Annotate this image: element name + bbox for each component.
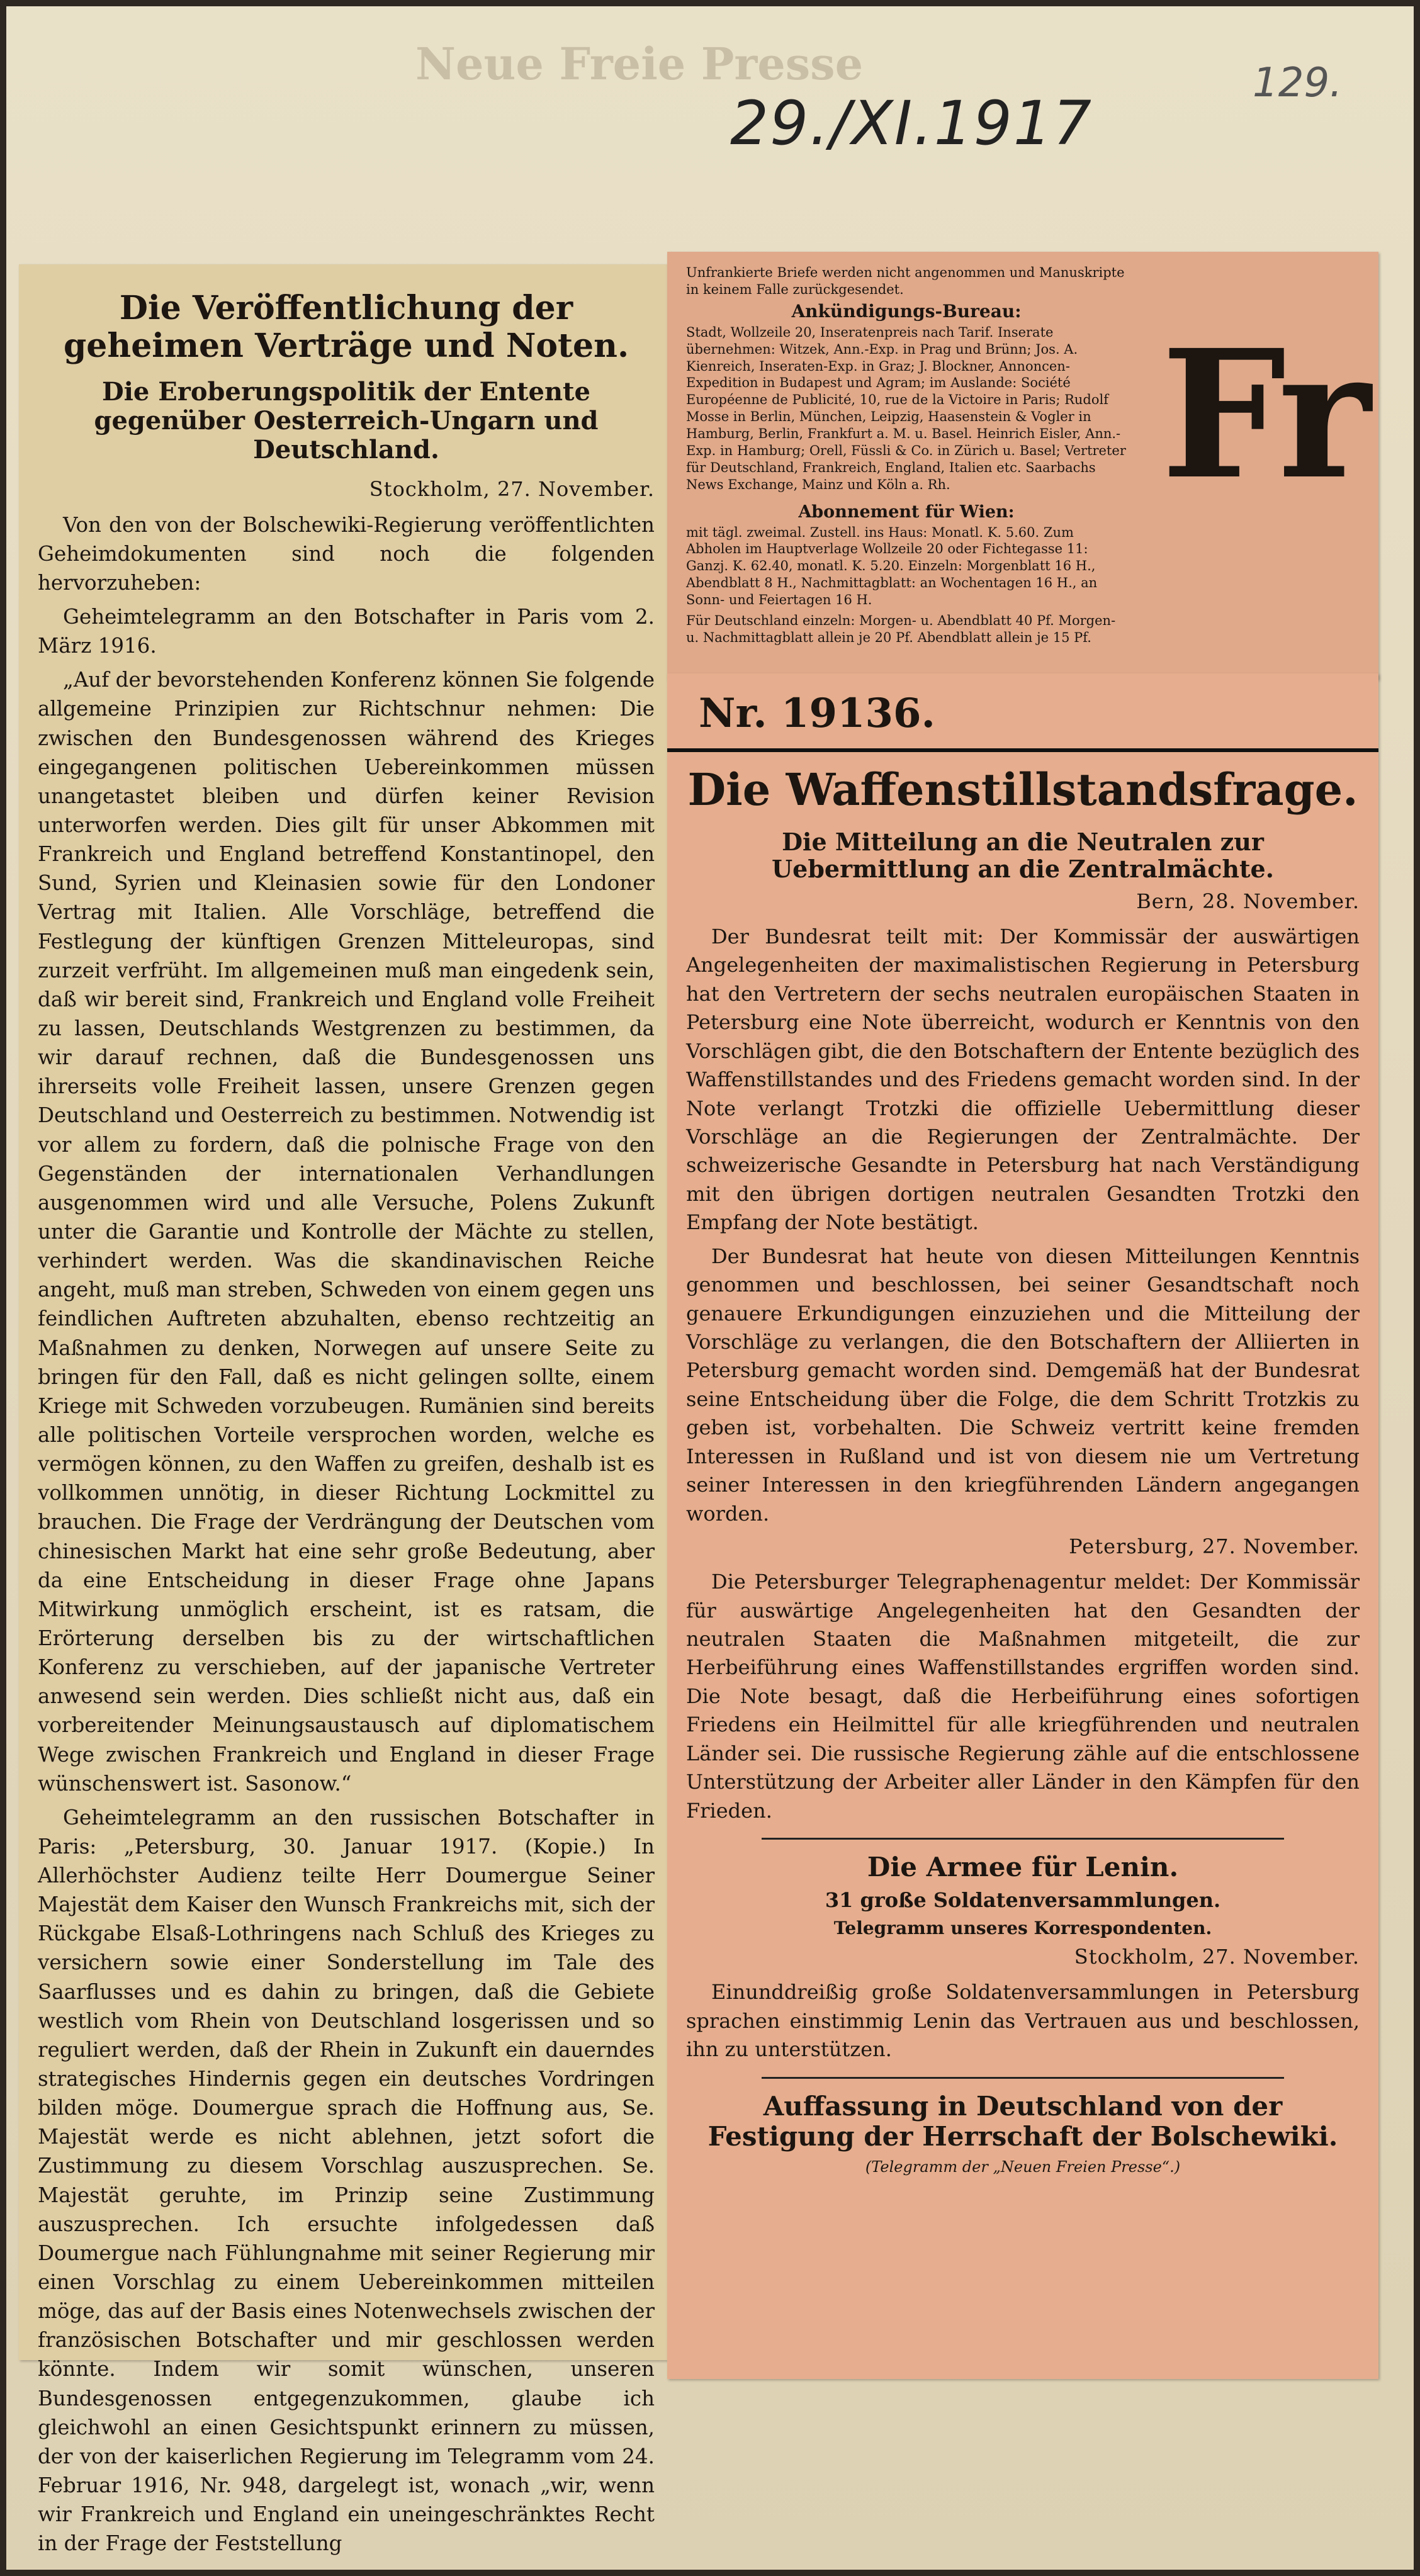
faded-masthead-stamp: Neue Freie Presse (415, 38, 864, 90)
handwritten-page-number: 129. (1253, 60, 1343, 106)
left-article-subtitle: Die Eroberungspolitik der Entente gegenüber Oesterreich-Ungarn und Deutschland. (94, 376, 599, 464)
right-dateline-petersburg: Petersburg, 27. November. (1069, 1534, 1360, 1559)
newspaper-logo-fragment: Fr (1161, 312, 1366, 519)
masthead-rule (667, 748, 1378, 752)
right-article-title: Die Waffenstillstandsfrage. (687, 763, 1358, 816)
bureau-text: Stadt, Wollzeile 20, Inseratenpreis nach Tarif. Inserate übernehmen: Witzek, Ann.-Exp. in Prag und Brünn; Jos. A. Kienreich, Inseraten-Exp. in Graz; J. Blockner, Annoncen-Expedition in Budapest und Agram; im Auslande: Société Européenne de Publicité, 10, rue de la Victoire in Paris; Rudolf Mosse in Berlin, München, Leipzig, Haasenstein & Vogler in Hamburg, Berlin, Frankfurt a. M. u. Basel. Heinrich Eisler, Ann.-Exp. in Hamburg; Orell, Füssli & Co. in Zürich u. Basel; Vertreter für Deutschland, Frankreich, England, Italien etc. Saarbachs News Exchange, Mainz und Köln a. Rh. (686, 324, 1126, 492)
subscription-title: Abonnement für Wien: (798, 502, 1015, 522)
masthead-intro: Unfrankierte Briefe werden nicht angenommen und Manuskripte in keinem Falle zurückgesendet. (686, 265, 1125, 297)
left-paragraph: „Auf der bevorstehenden Konferenz können Sie folgende allgemeine Prinzipien zur Richtschnur nehmen: Die zwischen den Bundesgenossen während des Krieges eingegangenen politischen Uebereinkommen müssen unangetastet bleiben und dürfen keiner Revision unterworfen werden. Dies gilt für unser Abkommen mit Frankreich und England betreffend Konstantinopel, den Sund, Syrien und Kleinasien sowie für den Londoner Vertrag mit Italien. Alle Vorschläge, betreffend die Festlegung der künftigen Grenzen Mitteleuropas, sind zurzeit verfrüht. Im allgemeinen muß man eingedenk sein, daß wir bereit sind, Frankreich und England volle Freiheit zu lassen, Deutschlands Westgrenzen zu bestimmen, da wir darauf rechnen, daß die Bundesgenossen uns ihrerseits volle Freiheit lassen, unsere Grenzen gegen Deutschland und Oesterreich zu bestimmen. Notwendig ist vor allem zu fordern, daß die polnische Frage von den Gegenständen der internationalen Verhandlungen ausgenommen wird und alle Versuche, Polens Zukunft unter die Garantie und Kontrolle der Mächte zu stellen, verhindert werden. Was die skandinavischen Reiche angeht, muß man streben, Schweden von einem gegen uns feindlichen Auftreten abzuhalten, ebenso rechtzeitig an Maßnahmen zu denken, Norwegen auf unsere Seite zu bringen für den Fall, daß es nicht gelingen sollte, einem Kriege mit Schweden vorzubeugen. Rumänien sind bereits alle politischen Vorteile versprochen worden, welche es vermögen können, zu den Waffen zu greifen, deshalb ist es vollkommen unnötig, in dieser Richtung Lockmittel zu brauchen. Die Frage der Verdrängung der Deutschen vom chinesischen Markt hat eine sehr große Bedeutung, aber da eine Entscheidung in dieser Frage ohne Japans Mitwirkung unmöglich erscheint, ist es ratsam, die Erörterung derselben bis zu der wirtschaftlichen Konferenz zu verschieben, auf der japanische Vertreter anwesend sein werden. Dies schließt nicht aus, daß ein vorbereitender Meinungsaustausch auf diplomatischem Wege zwischen Frankreich und England in dieser Frage wünschenswert ist. Sasonow.“ (38, 668, 655, 1796)
section-subtitle-soldiers: 31 große Soldatenversammlungen. (825, 1888, 1221, 1913)
right-paragraph: Der Bundesrat teilt mit: Der Kommissär der auswärtigen Angelegenheiten der maximalistischen Regierung in Petersburg hat den Vertretern der sechs neutralen europäischen Staaten in Petersburg eine Note überreicht, wodurch er Kenntnis von den Vorschlägen gibt, die den Botschaftern der Entente bezüglich des Waffenstillstandes und des Friedens gemacht worden sind. In der Note verlangt Trotzki die offizielle Uebermittlung dieser Vorschläge an die Regierungen der Zentralmächte. Der schweizerische Gesandte in Petersburg hat nach Verständigung mit den übrigen dortigen neutralen Gesandten Trotzki den Empfang der Note bestätigt. (686, 924, 1360, 1235)
right-article-subtitle: Die Mitteilung an die Neutralen zur Uebermittlung an die Zentralmächte. (772, 827, 1274, 884)
masthead-clipping (667, 252, 1378, 680)
germany-price-text: Für Deutschland einzeln: Morgen- u. Abendblatt 40 Pf. Morgen- u. Nachmittagblatt allein je 20 Pf. Abendblatt allein je 15 Pf. (686, 612, 1116, 645)
section-title-lenin: Die Armee für Lenin. (867, 1852, 1179, 1882)
right-dateline-bern: Bern, 28. November. (1136, 889, 1360, 913)
right-clipping (667, 673, 1378, 2379)
right-paragraph: Die Petersburger Telegraphenagentur meldet: Der Kommissär für auswärtige Angelegenheiten hat den Gesandten der neutralen Staaten die Maßnahmen mitgeteilt, die zur Herbeiführung eines Waffenstillstandes ergriffen worden sind. Die Note besagt, daß die Herbeiführung eines sofortigen Friedens ein Heilmittel für alle kriegführenden und neutralen Länder sei. Die russische Regierung zähle auf die entschlossene Unterstützung der Arbeiter aller Länder in den Kämpfen für den Frieden. (686, 1570, 1360, 1823)
left-article-title: Die Veröffentlichung der geheimen Verträge und Noten. (63, 289, 629, 365)
left-clipping (19, 264, 667, 2556)
section-divider (762, 1838, 1284, 1840)
masthead-announcements (686, 264, 1127, 646)
section-dateline-stockholm: Stockholm, 27. November. (1074, 1945, 1360, 1969)
telegram-note: (Telegramm der „Neuen Freien Presse“.) (865, 2158, 1181, 2176)
section-title-germany: Auffassung in Deutschland von der Festigung der Herrschaft der Bolschewiki. (707, 2090, 1338, 2152)
left-paragraph: Von den von der Bolschewiki-Regierung veröffentlichten Geheimdokumenten sind noch die folgenden hervorzuheben: (38, 512, 655, 595)
section-paragraph: Einunddreißig große Soldatenversammlungen in Petersburg sprachen einstimmig Lenin das Vertrauen aus und beschlossen, ihn zu unterstützen. (686, 1980, 1360, 2062)
bureau-title: Ankündigungs-Bureau: (791, 300, 1022, 322)
left-paragraph: Geheimtelegramm an den Botschafter in Paris vom 2. März 1916. (38, 605, 655, 658)
subscription-text: mit tägl. zweimal. Zustell. ins Haus: Monatl. K. 5.60. Zum Abholen im Hauptverlage Wollzeile 20 oder Fichtegasse 11: Ganzj. K. 62.40, monatl. K. 5.20. Einzeln: Morgenblatt 16 H., Abendblatt 8 H., Nachmittagblatt: an Wochentagen 16 H., an Sonn- und Feiertagen 16 H. (686, 524, 1098, 607)
left-paragraph: Geheimtelegramm an den russischen Botschafter in Paris: „Petersburg, 30. Januar 1917. (Kopie.) In Allerhöchster Audienz teilte Herr Doumergue Seiner Majestät dem Kaiser den Wunsch Frankreichs mit, sich der Rückgabe Elsaß-Lothringens nach Schluß des Krieges zu versichern sowie einer Sonderstellung im Tale des Saarflusses und es dahin zu bringen, daß die Gebiete westlich vom Rhein von Deutschland losgerissen und so reguliert werden, daß der Rhein in Zukunft ein dauerndes strategisches Hindernis gegen ein deutsches Vordringen bilden möge. Doumergue sprach die Hoffnung aus, Se. Majestät werde es nicht ablehnen, jetzt sofort die Zustimmung zu diesem Vorschlag auszusprechen. Se. Majestät geruhte, im Prinzip seine Zustimmung auszusprechen. Ich ersuchte infolgedessen daß Doumergue nach Fühlungnahme mit seiner Regierung mir einen Vorschlag zu einem Uebereinkommen mitteilen möge, das auf der Basis eines Notenwechsels zwischen der französischen Botschafter und mir geschlossen werden könnte. Indem wir somit wünschen, unseren Bundesgenossen entgegenzukommen, glaube ich gleichwohl an einen Gesichtspunkt erinnern zu müssen, der von der kaiserlichen Regierung im Telegramm vom 24. Februar 1916, Nr. 948, dargelegt ist, wonach „wir, wenn wir Frankreich und England ein uneingeschränktes Recht in der Frage der Feststellung (38, 1805, 655, 2556)
issue-number: Nr. 19136. (699, 690, 935, 737)
left-article-dateline: Stockholm, 27. November. (369, 476, 655, 501)
section-kicker: Telegramm unseres Korrespondenten. (833, 1918, 1212, 1939)
section-divider (762, 2077, 1284, 2079)
right-paragraph: Der Bundesrat hat heute von diesen Mitteilungen Kenntnis genommen und beschlossen, bei seiner Gesandtschaft noch genauere Erkundigungen einzuziehen und die Mitteilung der Vorschläge zu verlangen, die den Botschaftern der Alliierten in Petersburg gemacht worden sind. Demgemäß hat der Bundesrat seine Entscheidung über die Folge, die dem Schritt Trotzkis zu geben ist, vorbehalten. Die Schweiz vertritt keine fremden Interessen in Rußland und ist von diesem nie um Vertretung seiner Interessen in den kriegführenden Ländern angegangen worden. (686, 1244, 1360, 1526)
handwritten-date: 29./XI.1917 (730, 88, 1093, 159)
